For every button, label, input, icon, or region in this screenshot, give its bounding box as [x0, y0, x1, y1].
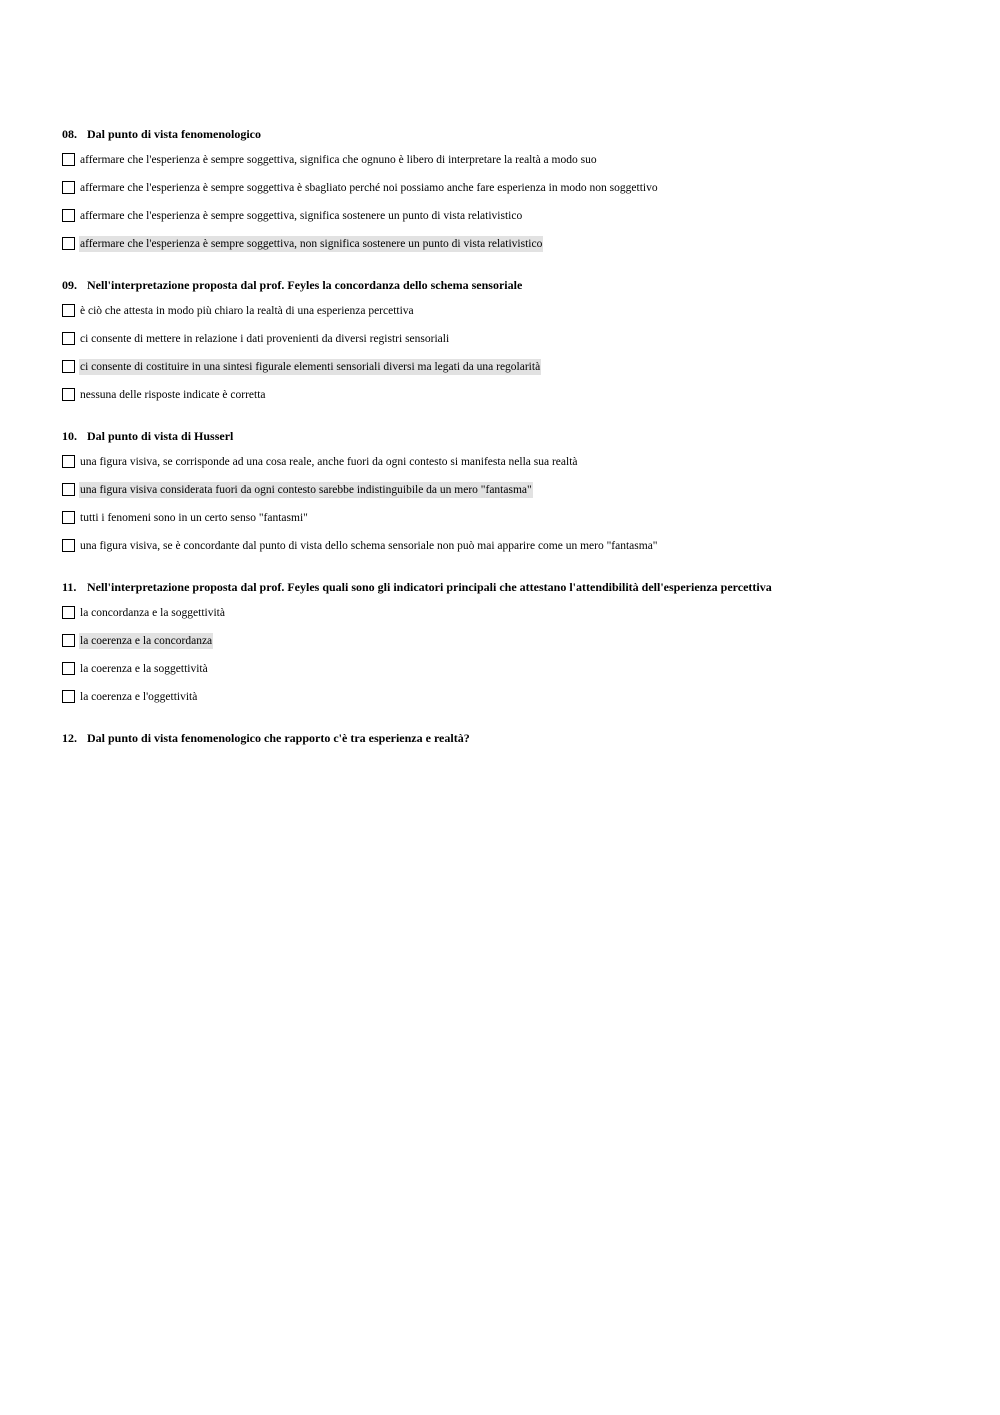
question-text: Nell'interpretazione proposta dal prof. Feyles quali sono gli indicatori principali che attestano l'attendibilità dell'esperienza percettiva: [87, 580, 772, 594]
answer-text-highlighted: una figura visiva considerata fuori da ogni contesto sarebbe indistinguibile da un mero "fantasma": [80, 484, 532, 496]
question-number: 09.: [62, 278, 77, 292]
answer-checkbox[interactable]: [62, 483, 75, 496]
answer-text: nessuna delle risposte indicate è corretta: [80, 389, 266, 401]
question-title: [62, 429, 233, 443]
question-title: [62, 127, 261, 141]
answer-checkbox[interactable]: [62, 662, 75, 675]
answer-checkbox[interactable]: [62, 181, 75, 194]
answer-text: affermare che l'esperienza è sempre soggettiva, significa che ognuno è libero di interpretare la realtà a modo suo: [80, 154, 597, 166]
answer-checkbox[interactable]: [62, 237, 75, 250]
question-text: Nell'interpretazione proposta dal prof. Feyles la concordanza dello schema sensoriale: [87, 278, 523, 292]
answer-text: una figura visiva, se corrisponde ad una cosa reale, anche fuori da ogni contesto si manifesta nella sua realtà: [80, 456, 578, 468]
answer-text-highlighted: ci consente di costituire in una sintesi figurale elementi sensoriali diversi ma legati da una regolarità: [80, 361, 541, 373]
answer-checkbox[interactable]: [62, 690, 75, 703]
answer-checkbox[interactable]: [62, 634, 75, 647]
answer-checkbox[interactable]: [62, 332, 75, 345]
question-number: 12.: [62, 731, 77, 745]
question-title: [62, 580, 772, 594]
answer-text: ci consente di mettere in relazione i dati provenienti da diversi registri sensoriali: [80, 333, 450, 345]
question-text: Dal punto di vista fenomenologico: [87, 127, 262, 141]
question-number: 08.: [62, 127, 77, 141]
answer-text: la coerenza e la soggettività: [80, 663, 208, 675]
answer-text-highlighted: la coerenza e la concordanza: [80, 635, 213, 647]
answer-text: la concordanza e la soggettività: [80, 607, 225, 619]
answer-checkbox[interactable]: [62, 360, 75, 373]
question-title: [62, 731, 470, 745]
answer-checkbox[interactable]: [62, 455, 75, 468]
answer-checkbox[interactable]: [62, 304, 75, 317]
answer-text-highlighted: affermare che l'esperienza è sempre soggettiva, non significa sostenere un punto di vista relativistico: [80, 238, 543, 250]
question-title: [62, 278, 522, 292]
answer-text: è ciò che attesta in modo più chiaro la realtà di una esperienza percettiva: [80, 305, 414, 317]
answer-checkbox[interactable]: [62, 153, 75, 166]
answer-text: affermare che l'esperienza è sempre soggettiva, significa sostenere un punto di vista relativistico: [80, 210, 523, 222]
answer-text: affermare che l'esperienza è sempre soggettiva è sbagliato perché noi possiamo anche fare esperienza in modo non soggettivo: [80, 182, 658, 194]
question-text: Dal punto di vista fenomenologico che rapporto c'è tra esperienza e realtà?: [87, 731, 470, 745]
question-number: 10.: [62, 429, 77, 443]
answer-checkbox[interactable]: [62, 539, 75, 552]
answer-text: una figura visiva, se è concordante dal punto di vista dello schema sensoriale non può mai apparire come un mero "fantasma": [80, 540, 658, 552]
question-text: Dal punto di vista di Husserl: [87, 429, 234, 443]
answer-checkbox[interactable]: [62, 388, 75, 401]
answer-text: tutti i fenomeni sono in un certo senso "fantasmi": [80, 512, 308, 524]
question-number: 11.: [62, 580, 77, 594]
answer-checkbox[interactable]: [62, 209, 75, 222]
answer-text: la coerenza e l'oggettività: [80, 691, 198, 703]
answer-checkbox[interactable]: [62, 606, 75, 619]
answer-checkbox[interactable]: [62, 511, 75, 524]
